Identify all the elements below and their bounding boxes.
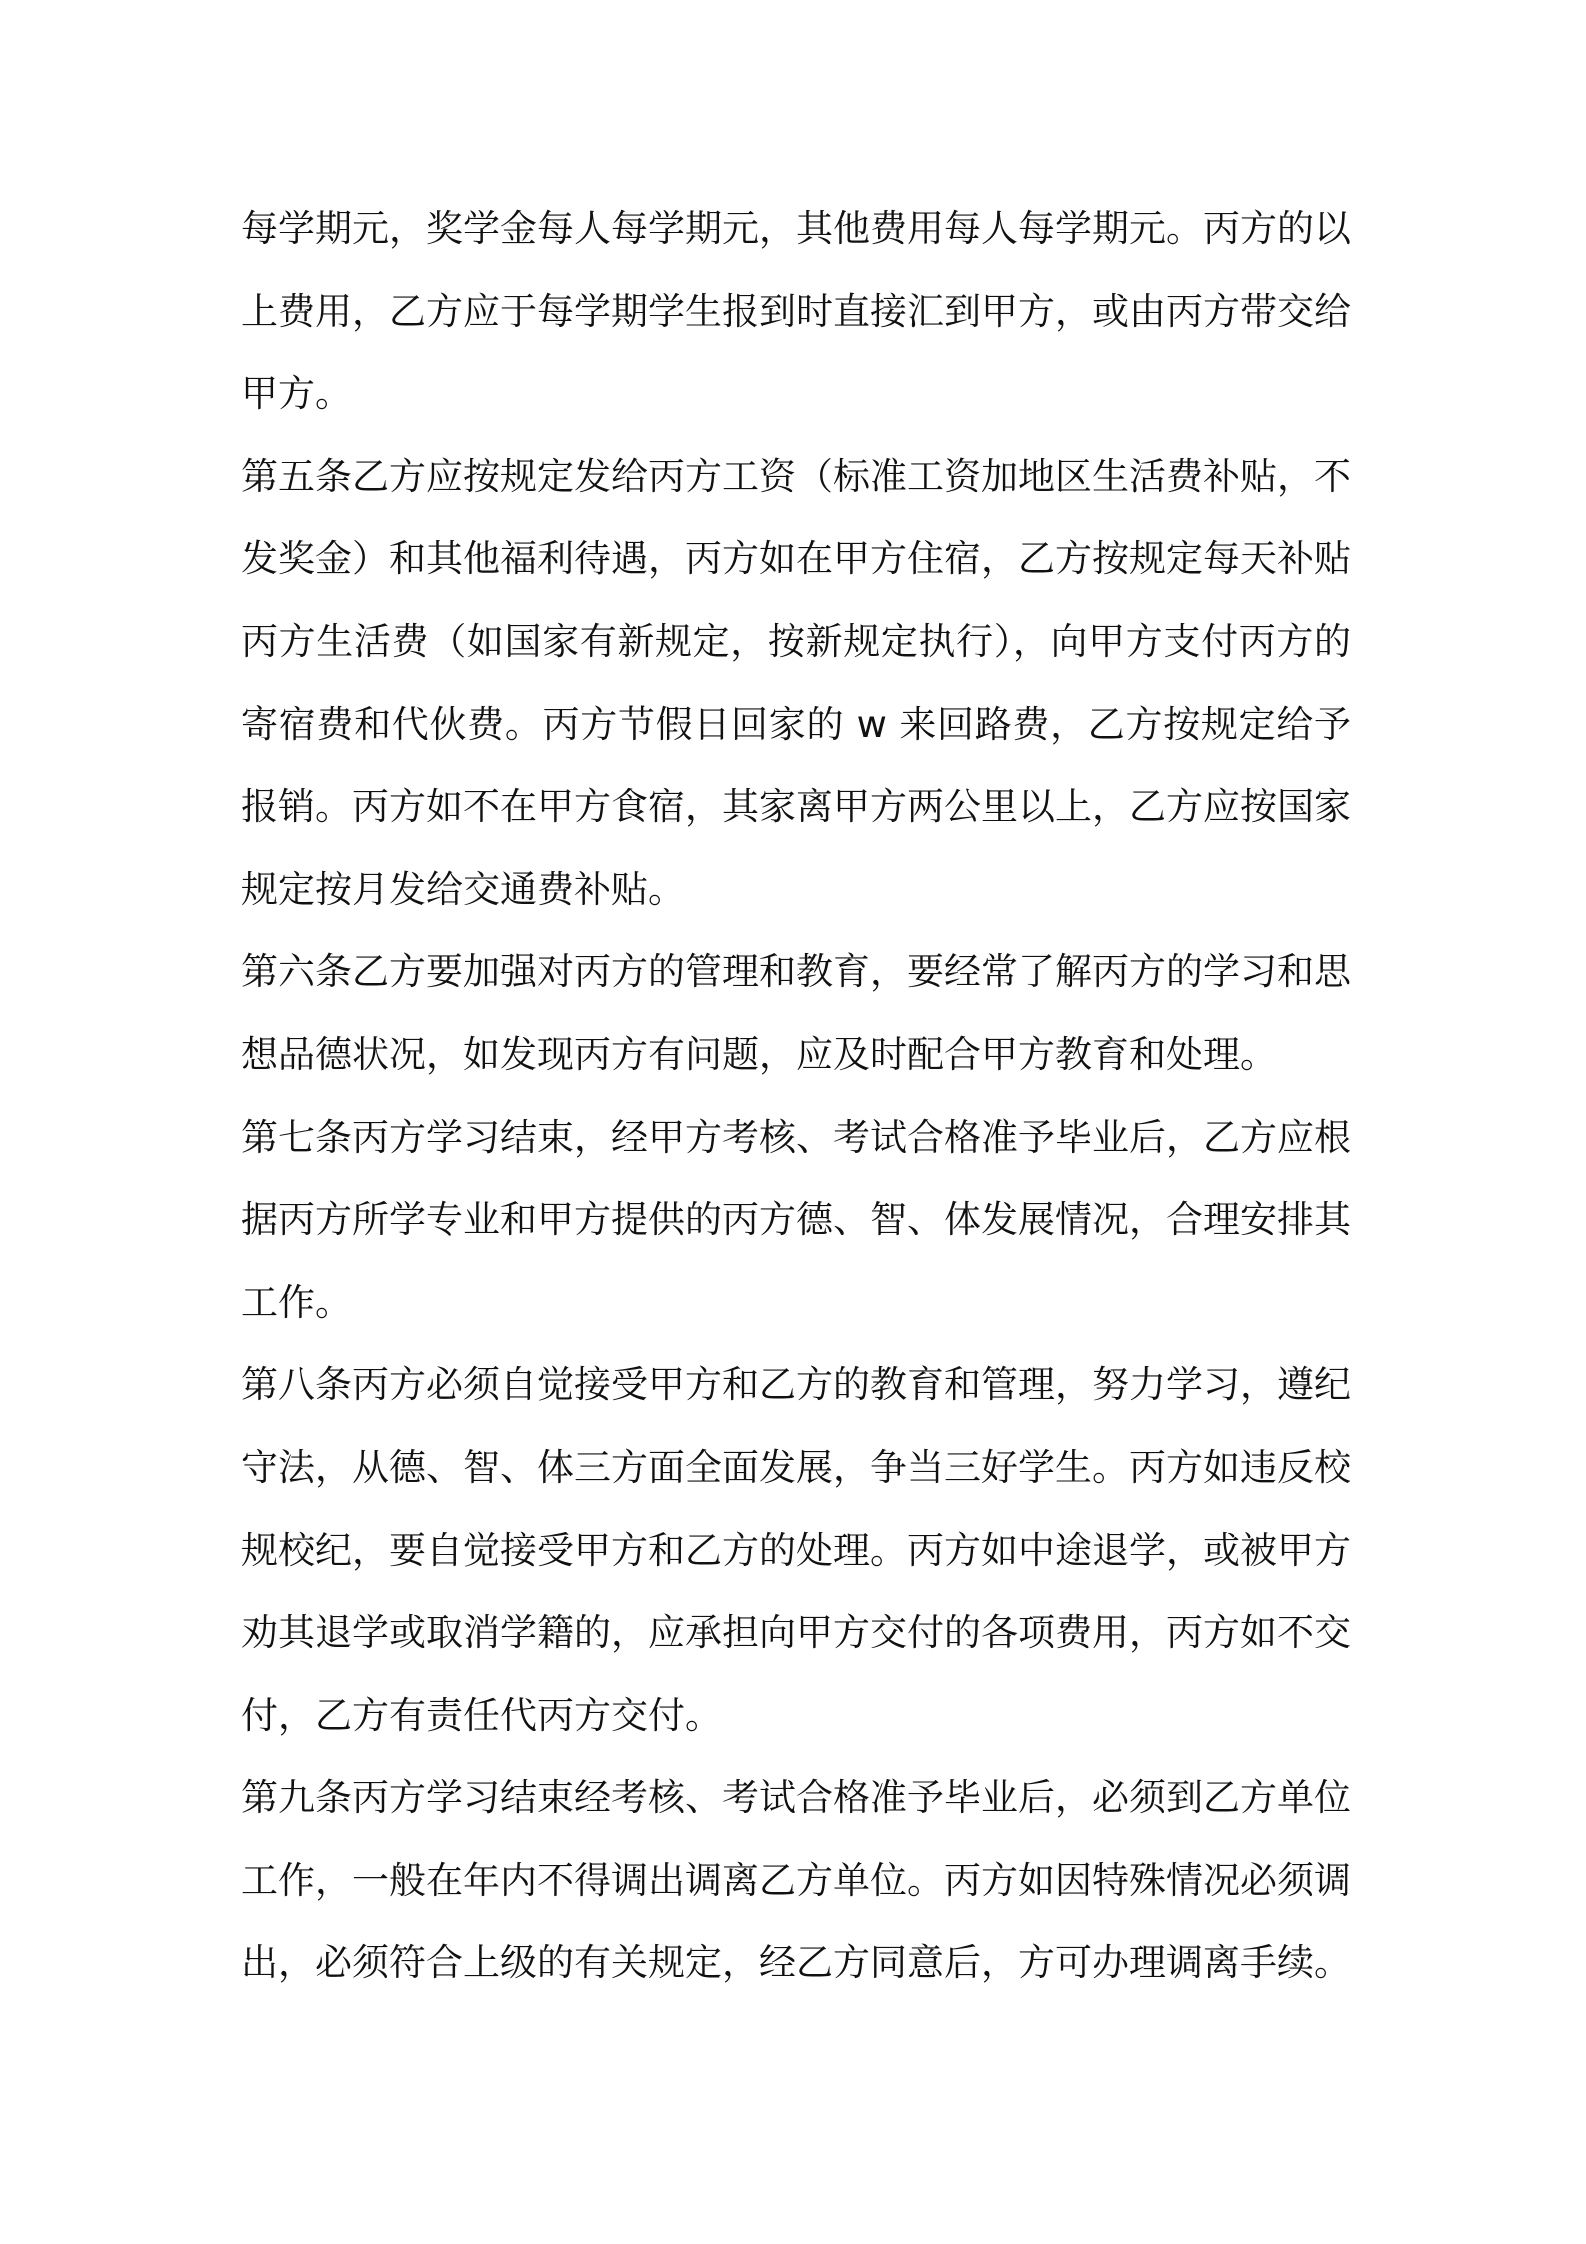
paragraph-fees-continued: 每学期元，奖学金每人每学期元，其他费用每人每学期元。丙方的以上费用，乙方应于每学期学生报到时直接汇到甲方，或由丙方带交给甲方。	[241, 207, 1351, 416]
document-body	[241, 188, 1351, 2005]
paragraph-article-6: 第六条乙方要加强对丙方的管理和教育，要经常了解丙方的学习和思想品德状况，如发现丙方有问题，应及时配合甲方教育和处理。	[241, 950, 1351, 1076]
paragraph-article-5: 第五条乙方应按规定发给丙方工资（标准工资加地区生活费补贴，不发奖金）和其他福利待遇，丙方如在甲方住宿，乙方按规定每天补贴丙方生活费（如国家有新规定，按新规定执行），向甲方支付丙方的寄宿费和代伙费。丙方节假日回家的 w 来回路费，乙方按规定给予报销。丙方如不在甲方食宿，其家离甲方两公里以上，乙方应按国家规定按月发给交通费补贴。	[241, 454, 1351, 911]
paragraph-article-7: 第七条丙方学习结束，经甲方考核、考试合格准予毕业后，乙方应根据丙方所学专业和甲方提供的丙方德、智、体发展情况，合理安排其工作。	[241, 1115, 1351, 1324]
paragraph-article-9: 第九条丙方学习结束经考核、考试合格准予毕业后，必须到乙方单位工作，一般在年内不得调出调离乙方单位。丙方如因特殊情况必须调出，必须符合上级的有关规定，经乙方同意后，方可办理调离手续。	[241, 1776, 1351, 1985]
paragraph-article-8: 第八条丙方必须自觉接受甲方和乙方的教育和管理，努力学习，遵纪守法，从德、智、体三方面全面发展，争当三好学生。丙方如违反校规校纪，要自觉接受甲方和乙方的处理。丙方如中途退学，或被甲方劝其退学或取消学籍的，应承担向甲方交付的各项费用，丙方如不交付，乙方有责任代丙方交付。	[241, 1363, 1351, 1737]
